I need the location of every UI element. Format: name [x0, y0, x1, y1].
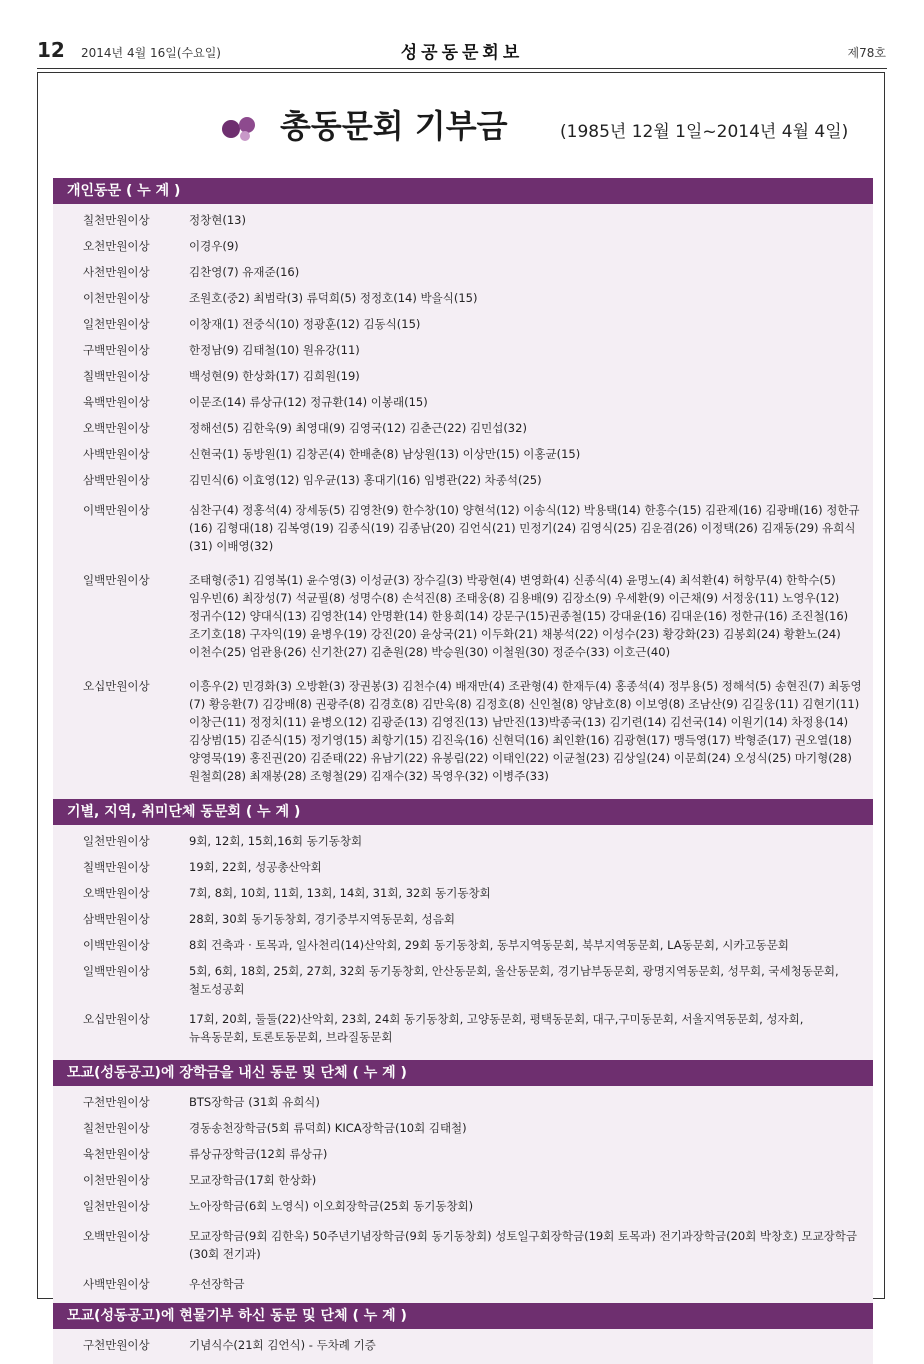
- donation-row: [53, 906, 873, 932]
- amount-tier-label: 육백만원이상: [83, 395, 150, 409]
- donation-row: [53, 311, 873, 337]
- amount-tier-label: 육천만원이상: [83, 1147, 150, 1161]
- amount-tier-label: 일천만원이상: [83, 1199, 150, 1213]
- donor-names: 조태형(중1) 김영복(1) 윤수영(3) 이성균(3) 장수길(3) 박광현(4) 변영화(4) 신종식(4) 윤명노(4) 최석환(4) 허항무(4) 한학수(5) 임우빈(6) 최장성(7) 석균필(8) 성명수(8) 손석진(8) 조태웅(8) 김용배(9) 김장소(9) 우세환(9) 이근채(9) 서정웅(11) 노영우(12) 정귀수(12) 양대식(13) 김영찬(14) 안명환(14) 한용희(14) 강문구(15)권종철(15) 강대윤(16) 김대운(16) 정한규(16) 조진철(16) 조기호(18) 구자익(19) 윤병우(19) 강진(20) 윤상국(21) 이두화(21) 채봉석(22) 이성수(23) 황강화(23) 김봉회(24) 황환노(24) 이천수(25) 엄관용(26) 신기찬(27) 김춘원(28) 박승원(30) 이철원(30) 정준수(33) 이호근(40): [189, 573, 849, 659]
- section-heading: 모교(성동공고)에 장학금을 내신 동문 및 단체 ( 누 계 ): [53, 1060, 873, 1086]
- donation-row: [53, 1141, 873, 1167]
- donor-names: 모교장학금(17회 한상화): [189, 1173, 317, 1187]
- amount-tier-label: 일백만원이상: [83, 964, 150, 978]
- donation-row: [53, 493, 873, 563]
- amount-tier-label: 오천만원이상: [83, 239, 150, 253]
- amount-tier-label: 칠백만원이상: [83, 860, 150, 874]
- donation-row: [53, 854, 873, 880]
- amount-tier-label: 칠천만원이상: [83, 213, 150, 227]
- donation-row: [53, 880, 873, 906]
- donor-names: 정창현(13): [189, 213, 246, 227]
- donor-names: BTS장학금 (31회 유희식): [189, 1095, 320, 1109]
- section-rows: [53, 1329, 873, 1364]
- donation-row: [53, 1219, 873, 1271]
- amount-tier-label: 이백만원이상: [83, 938, 150, 952]
- amount-tier-label: 삼백만원이상: [83, 912, 150, 926]
- donor-names: 8회 건축과 · 토목과, 일사천리(14)산악회, 29회 동기동창회, 동부지역동문회, 북부지역동문회, LA동문회, 시카고동문회: [189, 938, 789, 952]
- donation-row: [53, 389, 873, 415]
- donor-names: 김찬영(7) 유재준(16): [189, 265, 300, 279]
- section-heading: 개인동문 ( 누 계 ): [53, 178, 873, 204]
- amount-tier-label: 이천만원이상: [83, 1173, 150, 1187]
- amount-tier-label: 구천만원이상: [83, 1095, 150, 1109]
- amount-tier-label: 오백만원이상: [83, 421, 150, 435]
- donation-row: [53, 1193, 873, 1219]
- donation-row: [53, 563, 873, 669]
- donor-names: 7회, 8회, 10회, 11회, 13회, 14회, 31회, 32회 동기동창회: [189, 886, 491, 900]
- amount-tier-label: 칠천만원이상: [83, 1121, 150, 1135]
- amount-tier-label: 일백만원이상: [83, 573, 150, 587]
- donation-row: [53, 932, 873, 958]
- donor-names: 5회, 6회, 18회, 25회, 27회, 32회 동기동창회, 안산동문회, 울산동문회, 경기남부동문회, 광명지역동문회, 성무회, 국세청동문회, 철도성공회: [189, 964, 839, 996]
- donor-names: 류상규장학금(12회 류상규): [189, 1147, 328, 1161]
- donor-names: 이창재(1) 전중식(10) 정광훈(12) 김동식(15): [189, 317, 421, 331]
- donor-names: 19회, 22회, 성공총산악회: [189, 860, 322, 874]
- amount-tier-label: 오십만원이상: [83, 679, 150, 693]
- donation-row: [53, 958, 873, 1002]
- amount-tier-label: 오백만원이상: [83, 1229, 150, 1243]
- donor-names: 한정남(9) 김태철(10) 원유강(11): [189, 343, 360, 357]
- amount-tier-label: 이백만원이상: [83, 503, 150, 517]
- issue-number: 제78호: [847, 46, 886, 60]
- page-number: 12: [37, 38, 65, 62]
- amount-tier-label: 일천만원이상: [83, 317, 150, 331]
- amount-tier-label: 구백만원이상: [83, 343, 150, 357]
- donation-row: [53, 285, 873, 311]
- donation-row: [53, 1332, 873, 1358]
- issue-date: 2014년 4월 16일(수요일): [81, 46, 221, 60]
- donation-row: [53, 441, 873, 467]
- article-frame: [37, 72, 885, 1352]
- donor-names: 이문조(14) 류상규(12) 정규환(14) 이봉래(15): [189, 395, 428, 409]
- amount-tier-label: 칠백만원이상: [83, 369, 150, 383]
- donation-row: [53, 1271, 873, 1297]
- donation-row: [53, 415, 873, 441]
- amount-tier-label: 일천만원이상: [83, 834, 150, 848]
- donor-names: 조원호(중2) 최범락(3) 류덕희(5) 정정호(14) 박을식(15): [189, 291, 478, 305]
- donor-names: 김민식(6) 이효영(12) 임우균(13) 홍대기(16) 임병관(22) 차종석(25): [189, 473, 542, 487]
- donor-names: 9회, 12회, 15회,16회 동기동창회: [189, 834, 363, 848]
- donor-names: 기념식수(21회 김언식) - 두차례 기증: [189, 1338, 376, 1352]
- donation-row: [53, 207, 873, 233]
- donor-names: 17회, 20회, 둘둘(22)산악회, 23회, 24회 동기동창회, 고양동문회, 평택동문회, 대구,구미동문회, 서울지역동문회, 성자회, 뉴욕동문회, 토론토동문회, 브라질동문회: [189, 1012, 804, 1044]
- donor-names: 우선장학금: [189, 1277, 245, 1291]
- amount-tier-label: 오백만원이상: [83, 886, 150, 900]
- donation-row: [53, 233, 873, 259]
- section-rows: [53, 204, 873, 799]
- donation-row: [53, 828, 873, 854]
- donor-names: 정해선(5) 김한욱(9) 최영대(9) 김영국(12) 김춘근(22) 김민섭(32): [189, 421, 527, 435]
- donation-row: [53, 259, 873, 285]
- donor-names: 이흥우(2) 민경화(3) 오방환(3) 장권봉(3) 김천수(4) 배재만(4) 조관형(4) 한재두(4) 홍종석(4) 정부용(5) 정해석(5) 송현진(7) 최동영(7) 황응환(7) 김강배(8) 권광주(8) 김경호(8) 김만욱(8) 김정호(8) 신인철(8) 양남호(8) 이보영(8) 조남산(9) 김길웅(11) 김현기(11) 이창근(11) 정정치(11) 윤병오(12) 김광준(13) 김영진(13) 남만진(13)박종국(13) 김기련(14) 김선국(14) 이원기(14) 차정용(14) 김상범(15) 김준식(15) 정기영(15) 최항기(15) 김진욱(16) 신현덕(16) 최인환(16) 김광현(17) 맹득영(17) 박형준(17) 권오열(18) 양영묵(19) 홍진권(20) 김준태(22) 유남기(22) 유봉림(22) 이태인(22) 이균철(23) 김상일(24) 이문희(24) 오성식(25) 마기형(28) 원철희(28) 최재봉(28) 조형철(29) 김재수(32) 목영우(32) 이병주(33): [189, 679, 862, 783]
- donation-row: [53, 1115, 873, 1141]
- donor-names: 심찬구(4) 정홍석(4) 장세동(5) 김영찬(9) 한수창(10) 양현석(12) 이송식(12) 박용택(14) 한흥수(15) 김관제(16) 김광배(16) 정한규(16) 김형대(18) 김복영(19) 김종식(19) 김종남(20) 김언식(21) 민정기(24) 김영식(25) 김운겸(26) 이정택(26) 김재동(29) 유희식(31) 이배영(32): [189, 503, 860, 553]
- section-rows: [53, 1086, 873, 1303]
- header-divider: [37, 68, 887, 69]
- donor-names: 28회, 30회 동기동창회, 경기중부지역동문회, 성음회: [189, 912, 455, 926]
- donor-names: 노아장학금(6회 노영식) 이오회장학금(25회 동기동창회): [189, 1199, 474, 1213]
- donor-names: 이경우(9): [189, 239, 239, 253]
- donation-row: [53, 1167, 873, 1193]
- donation-list: [53, 178, 873, 1364]
- amount-tier-label: 구천만원이상: [83, 1338, 150, 1352]
- donation-row: [53, 669, 873, 793]
- article-title: 총동문회 기부금: [280, 107, 508, 145]
- page-header: [0, 0, 924, 70]
- article-title-row: [38, 101, 884, 151]
- section-heading: 모교(성동공고)에 현물기부 하신 동문 및 단체 ( 누 계 ): [53, 1303, 873, 1329]
- donor-names: 신현국(1) 동방원(1) 김창곤(4) 한배춘(8) 남상원(13) 이상만(15) 이홍균(15): [189, 447, 581, 461]
- donation-row: [53, 1002, 873, 1054]
- newspaper-name: 성공동문회보: [400, 43, 524, 63]
- amount-tier-label: 사백만원이상: [83, 447, 150, 461]
- donor-names: 경동송천장학금(5회 류덕희) KICA장학금(10회 김태철): [189, 1121, 467, 1135]
- amount-tier-label: 사백만원이상: [83, 1277, 150, 1291]
- section-rows: [53, 825, 873, 1060]
- donation-row: [53, 467, 873, 493]
- article-period: (1985년 12월 1일~2014년 4월 4일): [560, 122, 849, 142]
- section-heading: 기별, 지역, 취미단체 동문회 ( 누 계 ): [53, 799, 873, 825]
- amount-tier-label: 사천만원이상: [83, 265, 150, 279]
- donation-row: [53, 337, 873, 363]
- amount-tier-label: 이천만원이상: [83, 291, 150, 305]
- donor-names: 백성현(9) 한상화(17) 김희원(19): [189, 369, 360, 383]
- donation-row: [53, 363, 873, 389]
- donor-names: 모교장학금(9회 김한욱) 50주년기념장학금(9회 동기동창회) 성토일구회장학금(19회 토목과) 전기과장학금(20회 박창호) 모교장학금(30회 전기과): [189, 1229, 858, 1261]
- amount-tier-label: 오십만원이상: [83, 1012, 150, 1026]
- donation-row: [53, 1089, 873, 1115]
- purple-dots-icon: [220, 113, 260, 143]
- amount-tier-label: 삼백만원이상: [83, 473, 150, 487]
